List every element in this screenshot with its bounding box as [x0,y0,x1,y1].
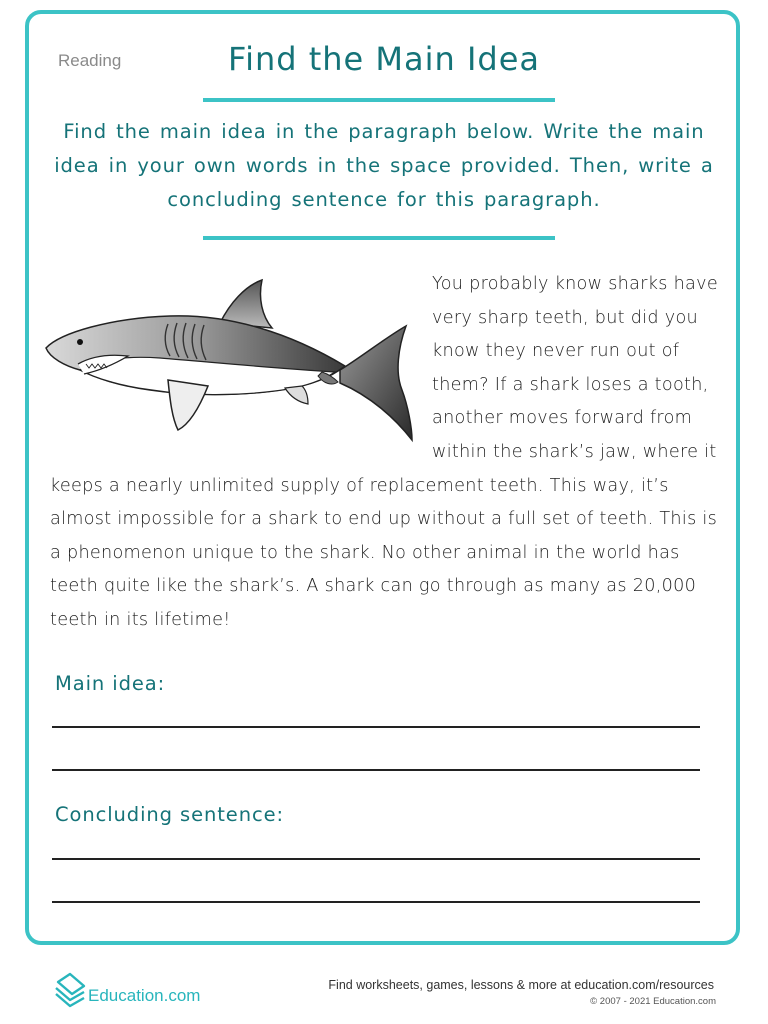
brand-name[interactable]: Education.com [88,986,201,1005]
paragraph-image-spacer [50,268,432,466]
concluding-line-2[interactable] [52,901,700,903]
instructions: Find the main idea in the paragraph below. Write the main idea in your own words in the space provided. Then, write a concluding sentence for this paragraph. [54,120,714,211]
footer-tagline[interactable]: Find worksheets, games, lessons & more at education.com/resources [328,978,714,992]
main-idea-line-2[interactable] [52,769,700,771]
reading-paragraph [50,268,718,638]
page-title: Find the Main Idea [227,40,541,78]
subject-label: Reading [58,51,122,70]
main-idea-label: Main idea: [55,672,166,695]
main-idea-line-1[interactable] [52,726,700,728]
instructions-divider [203,236,555,240]
concluding-line-1[interactable] [52,858,700,860]
concluding-sentence-label: Concluding sentence: [55,803,284,826]
paragraph-text: You probably know sharks have very sharp teeth, but did you know they never run out of them? If a shark loses a tooth, another moves forward from within the shark’s jaw, where it keeps a nearly unlimited supply of replacement teeth. This way, it’s almost impossible for a shark to end up without a full set of teeth. This is a phenomenon unique to the shark. No other animal in the world has teeth quite like the shark’s. A shark can go through as many as 20,000 teeth in its lifetime! [50,274,718,630]
title-divider [203,98,555,102]
footer-copyright: © 2007 - 2021 Education.com [590,996,716,1007]
